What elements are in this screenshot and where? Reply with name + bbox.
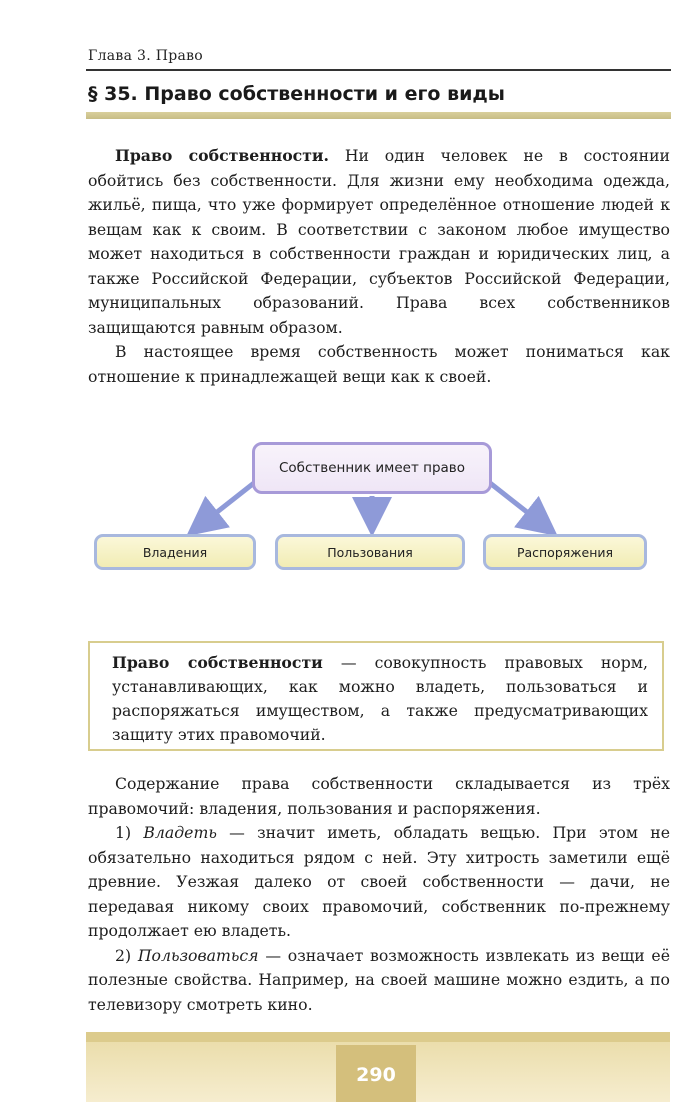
definition-term: Право собственности [112, 653, 323, 672]
body-text [88, 772, 670, 1017]
term-use: Пользоваться [137, 945, 259, 965]
diagram-box-possession: Владения [94, 534, 256, 570]
section-title: § 35. Право собственности и его виды [88, 83, 505, 105]
intro-term: Право собственности. [115, 146, 330, 165]
term-possess: Владеть [143, 823, 217, 842]
item-number-2: 2) [115, 945, 138, 965]
header-divider [86, 69, 671, 71]
body-paragraph-2-text: — значит иметь, обладать вещью. При этом не обязательно находиться рядом с ней. Эту хитрость заметили ещё древние. Уезжая далеко от своей собственности — дачи, не передавая никому своих правомочий, собственник по-прежнему продолжает ею владеть. [88, 823, 670, 940]
footer-strip [86, 1032, 670, 1042]
page-number: 290 [356, 1064, 396, 1086]
arrow-to-possession [198, 483, 254, 527]
definition-box [88, 641, 664, 751]
intro-paragraph-2: В настоящее время собственность может пониматься как отношение к принадлежащей вещи как к своей. [88, 342, 670, 386]
arrow-to-disposal [490, 483, 546, 527]
diagram-box-use: Пользования [275, 534, 465, 570]
definition-text: — совокупность правовых норм, устанавливающих, как можно владеть, пользоваться и распоряжаться имуществом, а также предусматривающих защиту этих правомочий. [112, 653, 648, 744]
intro-paragraph-1-text: Ни один человек не в состоянии обойтись без собственности. Для жизни ему необходима одежда, жильё, пища, что уже формирует определённое отношение людей к вещам как к своим. В соответствии с законом любое имущество может находиться в собственности граждан и юридических лиц, а также Российской Федерации, субъектов Российской Федерации, муниципальных образований. Права всех собственников защищаются равным образом. [88, 146, 670, 337]
body-paragraph-2 [88, 821, 670, 944]
body-paragraph-1: Содержание права собственности складывается из трёх правомочий: владения, пользования и распоряжения. [88, 774, 670, 818]
intro-paragraph-1 [88, 144, 670, 340]
body-paragraph-3 [88, 944, 670, 1018]
intro-text [88, 144, 670, 389]
title-underline-bar [86, 112, 671, 119]
chapter-header: Глава 3. Право [88, 48, 204, 64]
diagram-root-box: Собственник имеет право [252, 442, 492, 494]
diagram-box-disposal: Распоряжения [483, 534, 647, 570]
body-paragraph-3-text: — означает возможность извлекать из вещи её полезные свойства. Например, на своей машине можно ездить, а по телевизору смотреть кино. [88, 945, 670, 1014]
item-number-1: 1) [115, 823, 144, 842]
